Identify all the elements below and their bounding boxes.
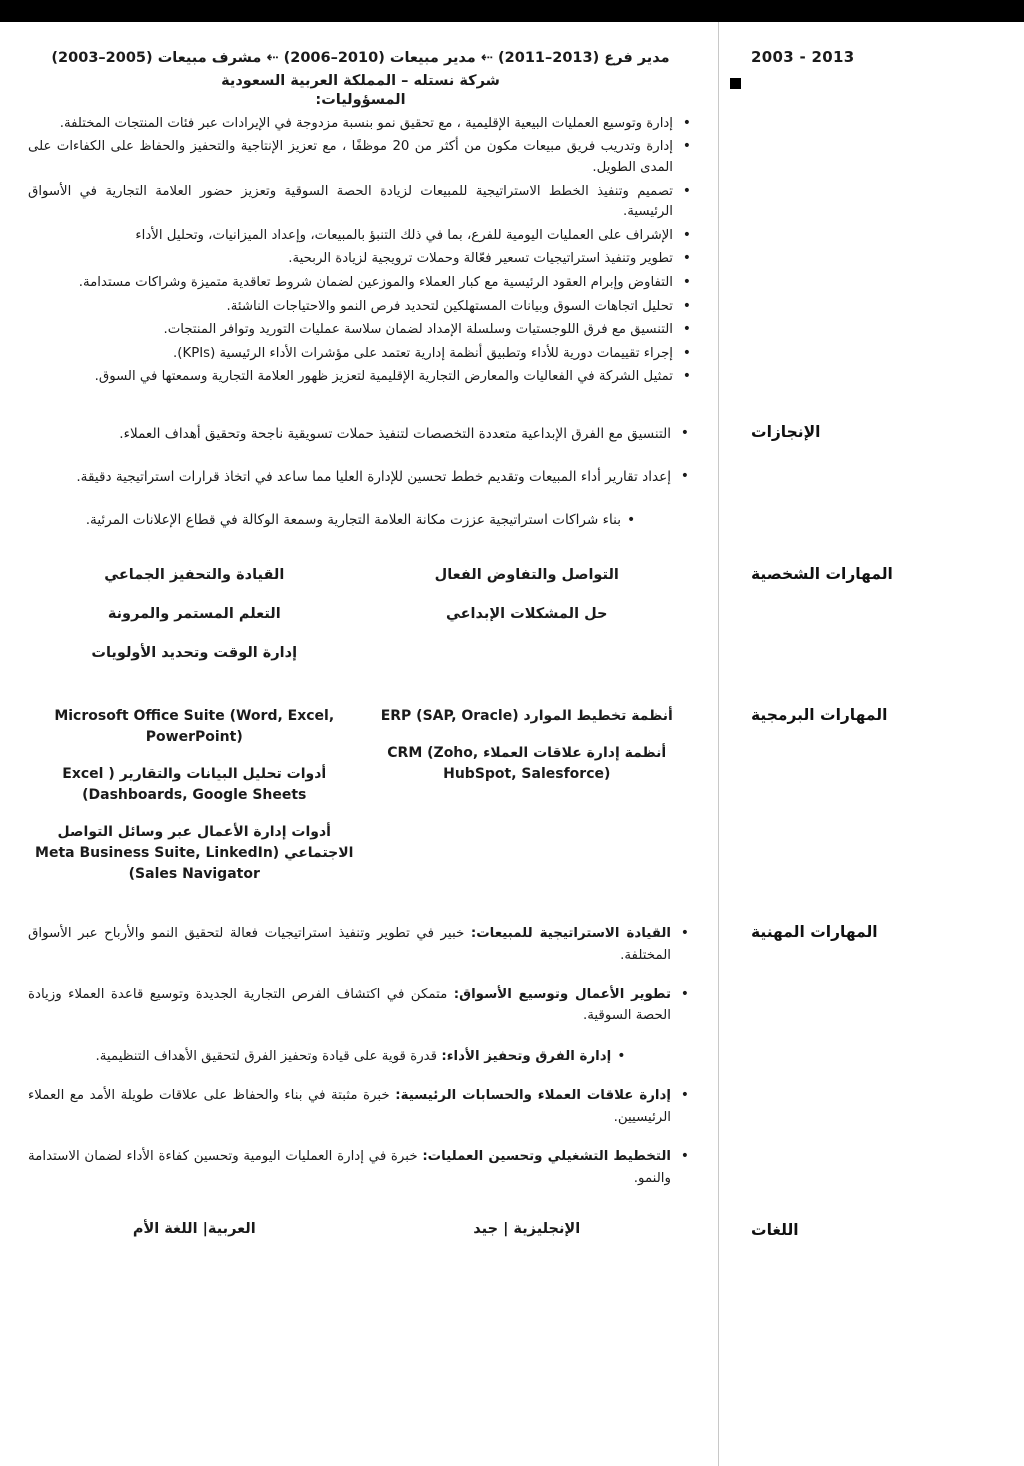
professional-skills-content (0, 923, 719, 1207)
experience-job-titles: مدير فرع (2013–2011) ⇠ مدير مبيعات (2010–2006) ⇠ مشرف مبيعات (2005–2003) (51, 50, 670, 66)
list-item: • تمثيل الشركة في الفعاليات والمعارض التجارية الإقليمية لتعزيز ظهور العلامة التجارية وسمعتها في السوق. (28, 367, 693, 388)
list-item: • إدارة وتوسيع العمليات البيعية الإقليمية ، مع تحقيق نمو بنسبة مزدوجة في الإيرادات عبر فئات المنتجات المختلفة. (28, 114, 693, 135)
list-item: • الإشراف على العمليات اليومية للفرع، بما في ذلك التنبؤ بالمبيعات، وإعداد الميزانيات، وتحليل الأداء (28, 226, 693, 247)
item-text: قدرة قوية على قيادة وتحفيز الفرق لتحقيق الأهداف التنظيمية. (95, 1048, 442, 1064)
software-item: أدوات تحليل البيانات والتقارير ( Excel Dashboards, Google Sheets) (62, 766, 327, 804)
list-item: • إجراء تقييمات دورية للأداء وتطبيق أنظمة إدارية تعتمد على مؤشرات الأداء الرئيسية (KPIs). (28, 344, 693, 365)
list-item: • تصميم وتنفيذ الخطط الاستراتيجية للمبيعات لزيادة الحصة السوقية وتعزيز حضور العلامة التجارية في الأسواق الرئيسية. (28, 182, 693, 223)
item-text: متمكن في اكتشاف الفرص التجارية الجديدة وتوسيع قاعدة العملاء وزيادة الحصة السوقية. (28, 987, 671, 1024)
list-item: • تحليل اتجاهات السوق وبيانات المستهلكين لتحديد فرص النمو والاحتياجات الناشئة. (28, 297, 693, 318)
software-skills-label-col (719, 706, 1024, 901)
section-marker-square (730, 78, 741, 89)
skill-item: إدارة الوقت وتحديد الأولويات (91, 645, 298, 662)
personal-skills-label: المهارات الشخصية (751, 565, 893, 584)
list-item: • إدارة وتدريب فريق مبيعات مكون من أكثر من 20 موظفًا ، مع تعزيز الإنتاجية والتحفيز والحفاظ على الكفاءات على المدى الطويل. (28, 137, 693, 178)
professional-skills-section (0, 923, 1024, 1207)
personal-skills-left-column (361, 565, 694, 682)
language-right-column (28, 1221, 361, 1237)
vertical-divider (718, 22, 719, 1466)
list-item: • بناء شراكات استراتيجية عززت مكانة العلامة التجارية وسمعة الوكالة في قطاع الإعلانات المرئية. (28, 509, 693, 533)
personal-skills-section (0, 565, 1024, 682)
item-text: خبرة في إدارة العمليات اليومية وتحسين كفاءة الأداء لضمان الاستدامة والنمو. (28, 1149, 671, 1186)
list-item (28, 1085, 693, 1128)
item-text: خبرة مثبتة في بناء والحفاظ على علاقات طويلة الأمد مع العملاء الرئيسيين. (28, 1088, 671, 1125)
software-skills-content (0, 706, 719, 901)
list-item: • التفاوض وإبرام العقود الرئيسية مع كبار العملاء والموزعين لضمان شروط تعاقدية متميزة وشراكات مستدامة. (28, 273, 693, 294)
list-item (28, 984, 693, 1027)
list-item: • إعداد تقارير أداء المبيعات وتقديم خطط تحسين للإدارة العليا مما ساعد في اتخاذ قرارات استراتيجية دقيقة. (28, 466, 693, 489)
personal-skills-label-col (719, 565, 1024, 682)
experience-company: شركة نستله – المملكة العربية السعودية (221, 72, 500, 89)
languages-content (0, 1221, 719, 1239)
skill-item: القيادة والتحفيز الجماعي (104, 567, 285, 584)
experience-date-range: 2013 - 2003 (751, 48, 855, 66)
achievements-label: الإنجازات (751, 423, 821, 442)
list-item: • التنسيق مع الفرق الإبداعية متعددة التخصصات لتنفيذ حملات تسويقية ناجحة وتحقيق أهداف العملاء. (28, 423, 693, 446)
professional-skills-list (28, 923, 693, 1189)
list-item: • التنسيق مع فرق اللوجستيات وسلسلة الإمداد لضمان سلاسة عمليات التوريد وتوافر المنتجات. (28, 320, 693, 341)
responsibilities-list (28, 114, 693, 388)
experience-date-col (719, 48, 1024, 391)
item-text: خبير في تطوير وتنفيذ استراتيجيات فعالة لتحقيق النمو والأرباح عبر الأسواق المختلفة. (28, 926, 671, 963)
achievements-label-col (719, 423, 1024, 553)
experience-content (0, 48, 719, 391)
list-item (28, 1045, 693, 1067)
experience-section (0, 48, 1024, 391)
responsibilities-label: المسؤوليات: (315, 91, 406, 108)
skill-item: حل المشكلات الإبداعي (445, 606, 608, 623)
professional-skills-label: المهارات المهنية (751, 923, 878, 942)
achievements-content (0, 423, 719, 553)
item-title: إدارة علاقات العملاء والحسابات الرئيسية: (395, 1088, 671, 1104)
languages-section (0, 1221, 1024, 1239)
language-item: العربية| اللغة الأم (132, 1221, 256, 1238)
top-black-bar (0, 0, 1024, 22)
list-item (28, 923, 693, 966)
item-title: تطوير الأعمال وتوسيع الأسواق: (453, 987, 671, 1002)
skill-item: التواصل والتفاوض الفعال (434, 567, 619, 584)
languages-label: اللغات (751, 1221, 799, 1240)
skill-item: التعلم المستمر والمرونة (107, 606, 281, 623)
software-skills-label: المهارات البرمجية (751, 706, 888, 725)
list-item (28, 1146, 693, 1189)
software-item: أنظمة تخطيط الموارد ERP (SAP, Oracle) (380, 708, 673, 725)
software-item: Microsoft Office Suite (Word, Excel, PowerPoint) (54, 708, 335, 746)
professional-skills-label-col (719, 923, 1024, 1207)
item-title: التخطيط التشغيلي وتحسين العمليات: (422, 1149, 671, 1165)
language-item: الإنجليزية | جيد (473, 1221, 581, 1238)
language-left-column (361, 1221, 694, 1237)
resume-page (0, 22, 1024, 1466)
personal-skills-content (0, 565, 719, 682)
software-skills-section (0, 706, 1024, 901)
list-item: • تطوير وتنفيذ استراتيجيات تسعير فعّالة وحملات ترويجية لزيادة الربحية. (28, 249, 693, 270)
achievements-section (0, 423, 1024, 553)
software-item: أدوات إدارة الأعمال عبر وسائل التواصل الاجتماعي (Meta Business Suite, LinkedIn Sales Navigator) (35, 824, 354, 883)
item-title: القيادة الاستراتيجية للمبيعات: (470, 926, 671, 942)
software-skills-right-column (28, 706, 361, 901)
languages-label-col (719, 1221, 1024, 1239)
achievements-list (28, 423, 693, 533)
software-skills-left-column (361, 706, 694, 901)
personal-skills-right-column (28, 565, 361, 682)
software-item: أنظمة إدارة علاقات العملاء CRM (Zoho, HubSpot, Salesforce) (387, 745, 667, 783)
item-title: إدارة الفرق وتحفيز الأداء: (441, 1048, 612, 1064)
